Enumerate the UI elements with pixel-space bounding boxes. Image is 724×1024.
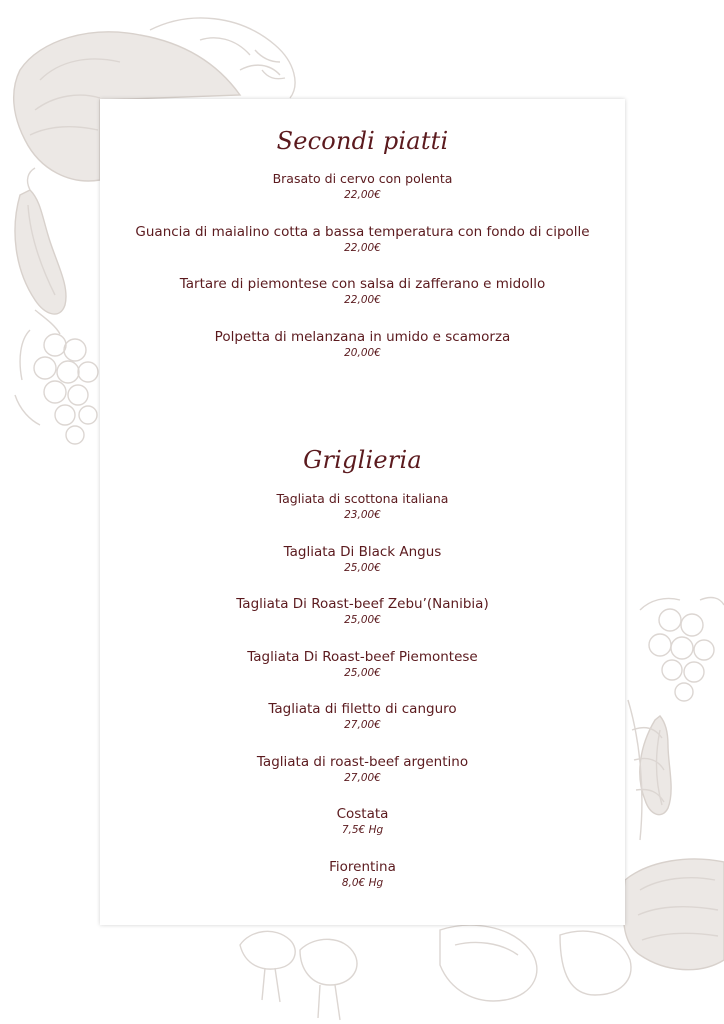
menu-item <box>100 543 625 596</box>
menu-item-price: 25,00€ <box>344 561 381 574</box>
menu-item <box>100 170 625 223</box>
menu-item <box>100 753 625 806</box>
menu-item-price: 22,00€ <box>344 294 381 306</box>
menu-item <box>100 223 625 276</box>
menu-item-name: Polpetta di melanzana in umido e scamorza <box>214 328 511 345</box>
menu-section-secondi-piatti <box>100 125 625 380</box>
menu-item-name: Tartare di piemontese con salsa di zafferano e midollo <box>179 276 546 292</box>
menu-item-name: Tagliata di scottona italiana <box>276 491 449 506</box>
menu-item-price: 8,0€ Hg <box>341 876 384 889</box>
menu-item-price: 27,00€ <box>344 719 381 731</box>
menu-item-price: 20,00€ <box>344 346 381 359</box>
menu-item-name: Tagliata di filetto di canguro <box>268 701 457 717</box>
menu-item-name: Costata <box>336 806 389 822</box>
meat-sketch-icon <box>623 859 724 970</box>
grape-sketch-icon <box>640 598 724 701</box>
menu-item-name: Tagliata Di Roast-beef Zebu’(Nanibia) <box>236 596 489 612</box>
menu-item-price: 22,00€ <box>344 241 381 254</box>
menu-item-name: Guancia di maialino cotta a bassa temperatura con fondo di cipolle <box>135 223 590 240</box>
menu-item-name: Tagliata Di Roast-beef Piemontese <box>247 648 478 665</box>
mushroom-sketch-icon <box>240 925 631 1020</box>
menu-item-list <box>100 170 625 380</box>
menu-item-name: Tagliata Di Black Angus <box>283 543 442 560</box>
herb-sketch-icon <box>255 50 285 79</box>
menu-section-griglieria <box>100 444 625 910</box>
section-title: Secondi piatti <box>276 127 449 155</box>
menu-item-price: 22,00€ <box>344 189 381 201</box>
menu-item <box>100 648 625 701</box>
menu-item <box>100 858 625 911</box>
menu-item-name: Tagliata di roast-beef argentino <box>256 753 469 770</box>
menu-item-list <box>100 490 625 910</box>
menu-item-price: 27,00€ <box>344 771 381 784</box>
menu-item-price: 25,00€ <box>344 666 381 679</box>
menu-item-name: Fiorentina <box>329 858 396 875</box>
menu-item-price: 7,5€ Hg <box>341 824 384 836</box>
pepper-sketch-icon <box>15 168 66 314</box>
section-title: Griglieria <box>303 446 422 474</box>
menu-item-price: 23,00€ <box>344 509 381 521</box>
menu-item-price: 25,00€ <box>344 614 381 626</box>
menu-item <box>100 805 625 858</box>
menu-item <box>100 490 625 543</box>
grape-sketch-icon <box>15 310 98 444</box>
menu-item <box>100 328 625 381</box>
menu-item <box>100 700 625 753</box>
menu-item-name: Brasato di cervo con polenta <box>272 171 453 186</box>
menu-item <box>100 275 625 328</box>
menu-card <box>100 99 625 925</box>
menu-item <box>100 595 625 648</box>
